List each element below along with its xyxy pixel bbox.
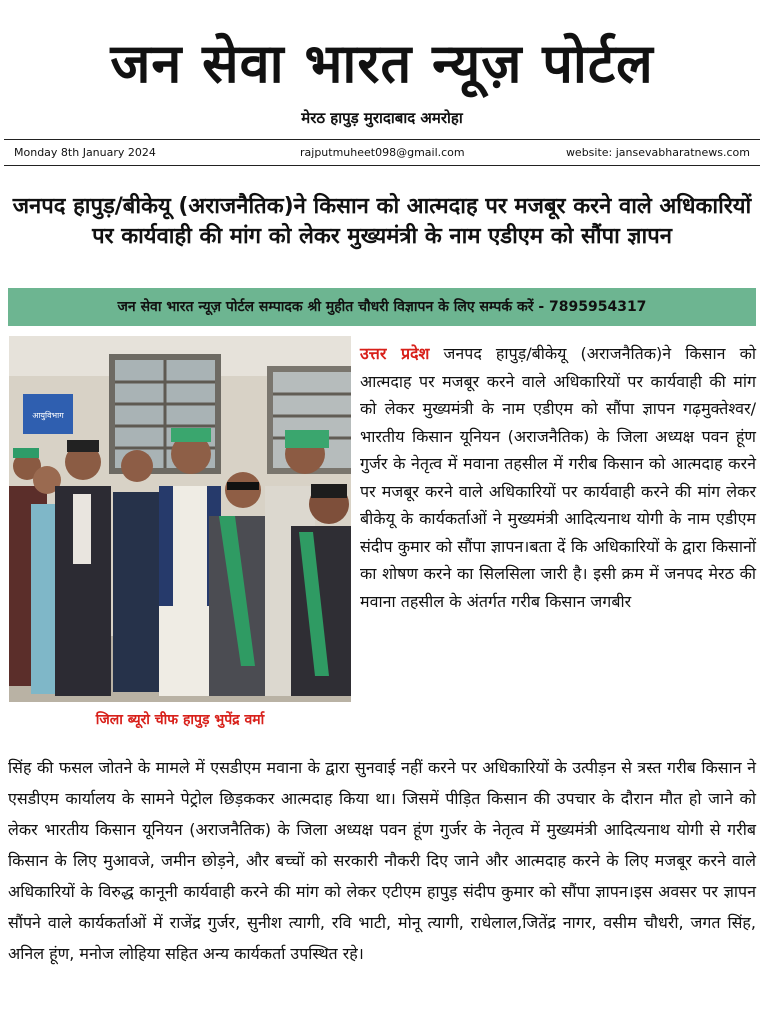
bottom-divider [4,165,760,166]
newspaper-title: जन सेवा भारत न्यूज़ पोर्टल [110,32,654,95]
advertisement-banner: जन सेवा भारत न्यूज़ पोर्टल सम्पादक श्री मुहीत चौधरी विज्ञापन के लिए सम्पर्क करें - 7895954317 [8,288,756,326]
article-body-top [360,340,756,615]
article-photo [9,336,351,702]
article-location: उत्तर प्रदेश [360,344,430,363]
masthead [0,0,764,140]
website-url: website: jansevabharatnews.com [565,146,750,159]
issue-date: Monday 8th January 2024 [14,146,156,159]
info-bar [14,144,750,162]
article-body-bottom: सिंह की फसल जोतने के मामले में एसडीएम मवाना के द्वारा सुनवाई नहीं करने पर अधिकारियों के उत्पीड़न से त्रस्त गरीब किसान ने एसडीएम कार्यालय के सामने पेट्रोल छिड़ककर आत्मदाह किया था। जिसमें पीड़ित किसान की उपचार के दौरान मौत हो जाने को लेकर भारतीय किसान यूनियन (अराजनैतिक) के जिला अध्यक्ष पवन हूंण गुर्जर के नेतृत्व में मुख्यमंत्री आदित्यनाथ योगी से गरीब किसान के लिए मुआवजे, जमीन छोड़ने, और बच्चों को सरकारी नौकरी दिए जाने और आत्मदाह करने के लिए मजबूर करने वाले अधिकारियों के विरुद्ध कानूनी कार्यवाही करने की मांग को लेकर एटीएम हापुड़ संदीप कुमार को सौंपा ज्ञापन।इस अवसर पर ज्ञापन सौंपने वाले कार्यकर्ताओं में राजेंद्र गुर्जर, सुनीश त्यागी, रवि भाटी, मोनू त्यागी, राधेलाल,जितेंद्र नागर, वसीम चौधरी, जगत सिंह, अनिल हूंण, मनोज लोहिया सहित अन्य कार्यकर्ता उपस्थित रहे। [8,758,756,963]
top-divider [4,139,760,140]
article-text-top: जनपद हापुड़/बीकेयू (अराजनैतिक)ने किसान को आत्मदाह पर मजबूर करने वाले अधिकारियों पर कार्यवाही की मांग को लेकर मुख्यमंत्री के नाम एडीएम को सौंपा ज्ञापन गढ़मुक्तेश्वर/भारतीय किसान यूनियन (अराजनैतिक) के जिला अध्यक्ष पवन हूंण गुर्जर के नेतृत्व में मवाना तहसील में गरीब किसान को आत्मदाह करने पर मजबूर करने वाले अधिकारियों पर कार्यवाही करने की मांग लेकर बीकेयू के कार्यकर्ताओं ने मुख्यमंत्री आदित्यनाथ योगी के नाम एडीएम संदीप कुमार को सौंपा ज्ञापन।बता दें कि अधिकारियों के द्वारा किसानों का शोषण करने का सिलसिला जारी है। इसी क्रम में जनपद मेरठ की मवाना तहसील के अंतर्गत गरीब किसान जगबीर [360,344,756,611]
contact-email: rajputmuheet098@gmail.com [300,146,465,159]
article-headline: जनपद हापुड़/बीकेयू (अराजनैतिक)ने किसान को आत्मदाह पर मजबूर करने वाले अधिकारियों पर कार्यवाही की मांग को लेकर मुख्यमंत्री के नाम एडीएम को सौंपा ज्ञापन [12,194,752,249]
photo-caption: जिला ब्यूरो चीफ हापुड़ भुपेंद्र वर्मा [95,712,265,728]
edition-cities: मेरठ हापुड़ मुरादाबाद अमरोहा [301,109,463,127]
wall-sign-text: आयुविभाग [32,411,64,420]
group-photo-illustration [9,336,351,702]
